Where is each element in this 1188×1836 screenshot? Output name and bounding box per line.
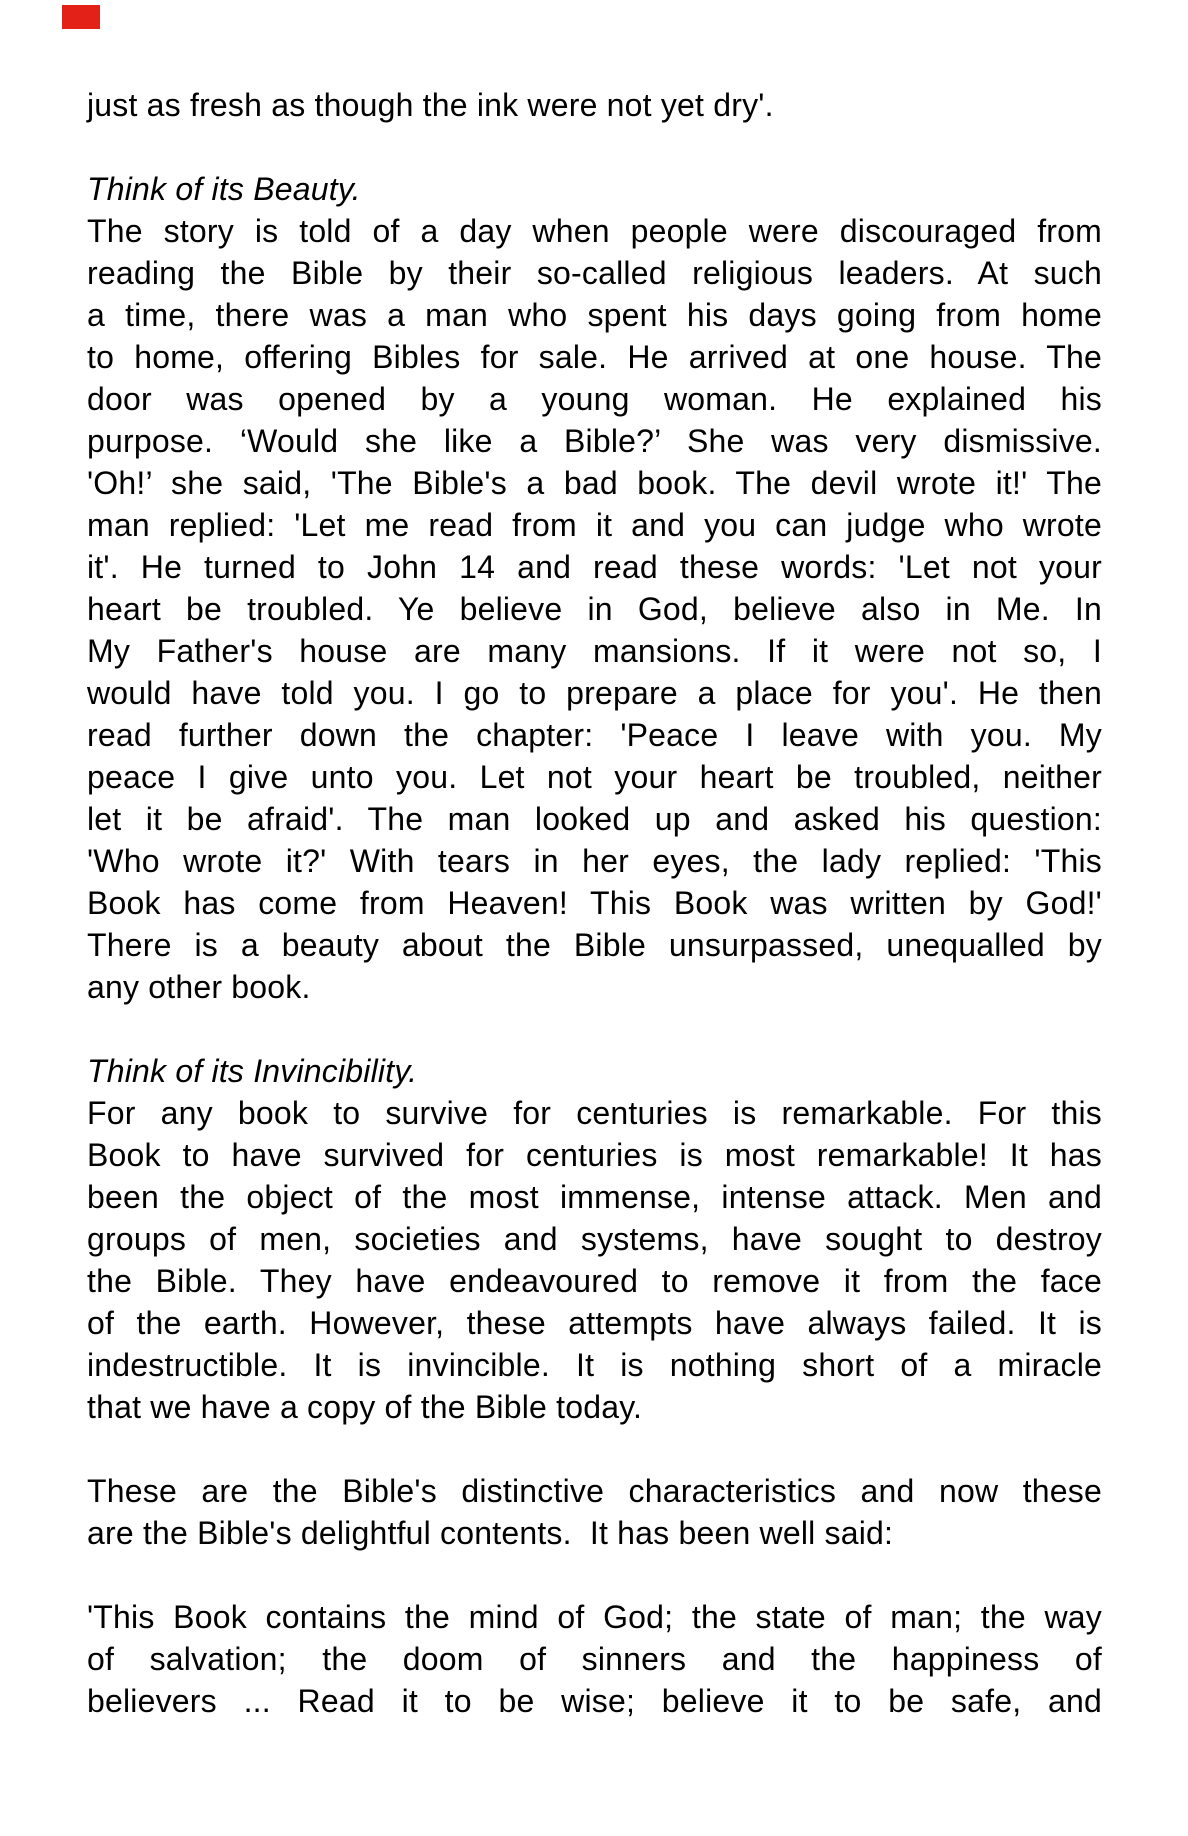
- page-content: [87, 84, 1102, 1764]
- text-line: purpose. ‘Would she like a Bible?’ She was very dismissive.: [87, 423, 1102, 459]
- text-line: would have told you. I go to prepare a place for you'. He then: [87, 675, 1102, 711]
- text-line: indestructible. It is invincible. It is nothing short of a miracle: [87, 1347, 1102, 1383]
- paragraph: [87, 1470, 1102, 1554]
- section-heading: [87, 1050, 1102, 1092]
- text-line: There is a beauty about the Bible unsurpassed, unequalled by: [87, 927, 1102, 963]
- text-line: it'. He turned to John 14 and read these words: 'Let not your: [87, 549, 1102, 585]
- text-line: peace I give unto you. Let not your heart be troubled, neither: [87, 759, 1102, 795]
- paragraph: [87, 1092, 1102, 1428]
- text-line: These are the Bible's distinctive characteristics and now these: [87, 1473, 1102, 1509]
- text-line: just as fresh as though the ink were not yet dry'.: [87, 87, 774, 123]
- text-line: 'This Book contains the mind of God; the state of man; the way: [87, 1599, 1102, 1635]
- text-line: groups of men, societies and systems, have sought to destroy: [87, 1221, 1102, 1257]
- text-line: heart be troubled. Ye believe in God, believe also in Me. In: [87, 591, 1102, 627]
- text-line: My Father's house are many mansions. If it were not so, I: [87, 633, 1102, 669]
- paragraph: [87, 1596, 1102, 1722]
- text-line: are the Bible's delightful contents. It has been well said:: [87, 1515, 894, 1551]
- text-line: The story is told of a day when people were discouraged from: [87, 213, 1102, 249]
- text-line: that we have a copy of the Bible today.: [87, 1389, 643, 1425]
- text-line: of salvation; the doom of sinners and the happiness of: [87, 1641, 1102, 1677]
- text-line: Think of its Beauty.: [87, 171, 361, 207]
- text-line: man replied: 'Let me read from it and you can judge who wrote: [87, 507, 1102, 543]
- text-line: For any book to survive for centuries is remarkable. For this: [87, 1095, 1102, 1131]
- text-line: Think of its Invincibility.: [87, 1053, 418, 1089]
- text-line: been the object of the most immense, intense attack. Men and: [87, 1179, 1102, 1215]
- text-line: of the earth. However, these attempts have always failed. It is: [87, 1305, 1102, 1341]
- text-line: Book to have survived for centuries is most remarkable! It has: [87, 1137, 1102, 1173]
- text-line: any other book.: [87, 969, 311, 1005]
- text-line: reading the Bible by their so-called religious leaders. At such: [87, 255, 1102, 291]
- text-line: a time, there was a man who spent his days going from home: [87, 297, 1102, 333]
- text-line: 'Oh!’ she said, 'The Bible's a bad book. The devil wrote it!' The: [87, 465, 1102, 501]
- text-line: believers ... Read it to be wise; believe it to be safe, and: [87, 1683, 1102, 1719]
- text-line: Book has come from Heaven! This Book was written by God!': [87, 885, 1102, 921]
- text-line: to home, offering Bibles for sale. He arrived at one house. The: [87, 339, 1102, 375]
- text-line: read further down the chapter: 'Peace I leave with you. My: [87, 717, 1102, 753]
- red-scan-mark: [62, 5, 100, 29]
- text-line: door was opened by a young woman. He explained his: [87, 381, 1102, 417]
- text-line: the Bible. They have endeavoured to remove it from the face: [87, 1263, 1102, 1299]
- paragraph: [87, 210, 1102, 1008]
- section-heading: [87, 168, 1102, 210]
- text-line: let it be afraid'. The man looked up and asked his question:: [87, 801, 1102, 837]
- text-line: 'Who wrote it?' With tears in her eyes, the lady replied: 'This: [87, 843, 1102, 879]
- paragraph: [87, 84, 1102, 126]
